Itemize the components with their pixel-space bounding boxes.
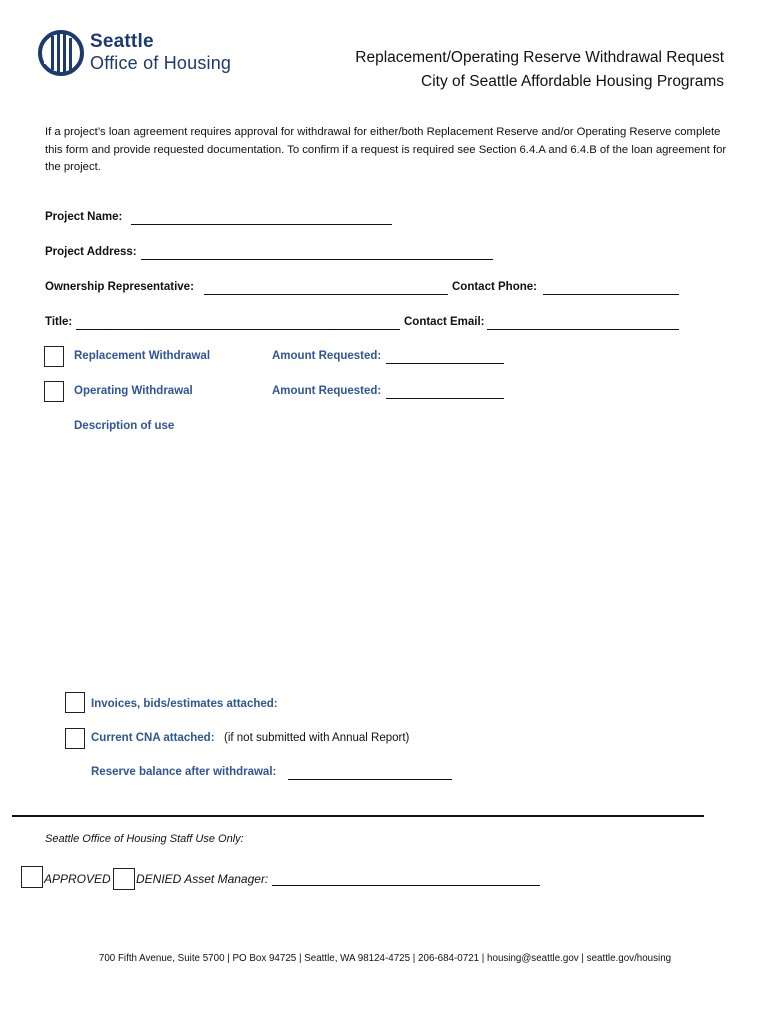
form-subtitle: City of Seattle Affordable Housing Programs [421,73,724,90]
operating-amount-field[interactable] [386,385,504,399]
ownership-rep-field[interactable] [204,281,448,295]
footer-contact: 700 Fifth Avenue, Suite 5700 | PO Box 94725 | Seattle, WA 98124-4725 | 206-684-0721 | housing@seattle.gov | seattle.gov/housing [98,953,672,964]
invoices-label: Invoices, bids/estimates attached: [91,698,278,710]
description-label: Description of use [74,420,175,432]
project-name-label: Project Name: [45,211,123,223]
intro-paragraph: If a project’s loan agreement requires approval for withdrawal for either/both Replacement Reserve and/or Operating Reserve complete this form and provide requested documentation. To confirm if a request is required see Section 6.4.A and 6.4.B of the loan agreement for the project. [45,126,727,173]
logo-line1: Seattle [90,31,154,52]
cna-label: Current CNA attached: [91,732,215,744]
contact-phone-label: Contact Phone: [452,281,537,293]
replacement-amount-field[interactable] [386,350,504,364]
contact-email-field[interactable] [487,316,679,330]
cna-note: (if not submitted with Annual Report) [224,732,410,744]
reserve-balance-label: Reserve balance after withdrawal: [91,766,277,778]
title-field[interactable] [76,316,400,330]
project-address-field[interactable] [141,246,493,260]
replacement-withdrawal-checkbox[interactable] [44,346,64,367]
operating-withdrawal-label: Operating Withdrawal [74,385,193,397]
description-area[interactable] [72,440,702,680]
contact-email-label: Contact Email: [404,316,485,328]
project-name-field[interactable] [131,211,392,225]
seattle-seal-icon [36,28,88,78]
project-address-label: Project Address: [45,246,137,258]
staff-divider [12,815,704,817]
title-label: Title: [45,316,73,328]
cna-checkbox[interactable] [65,728,85,749]
contact-phone-field[interactable] [543,281,679,295]
ownership-rep-label: Ownership Representative: [45,281,194,293]
invoices-checkbox[interactable] [65,692,85,713]
form-title: Replacement/Operating Reserve Withdrawal Request [355,49,724,66]
asset-manager-field[interactable] [272,872,540,886]
operating-amount-label: Amount Requested: [272,385,382,397]
reserve-balance-field[interactable] [288,766,452,780]
approved-label: APPROVED [44,872,111,886]
staff-heading: Seattle Office of Housing Staff Use Only: [45,833,244,845]
replacement-withdrawal-label: Replacement Withdrawal [74,350,211,362]
logo-line2: Office of Housing [90,53,232,73]
replacement-amount-label: Amount Requested: [272,350,382,362]
denied-checkbox[interactable] [113,868,135,890]
denied-label: DENIED Asset Manager: [136,872,269,886]
approved-checkbox[interactable] [21,866,43,888]
operating-withdrawal-checkbox[interactable] [44,381,64,402]
